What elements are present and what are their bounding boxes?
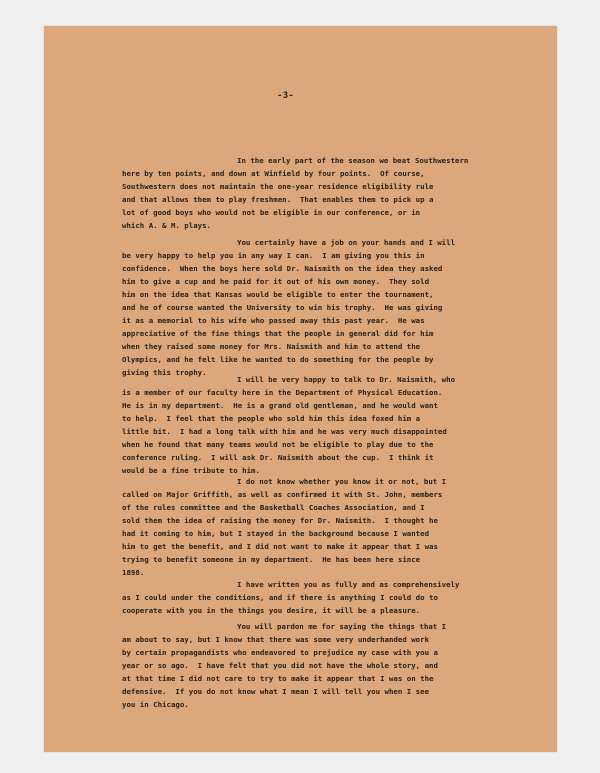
text-line: and that allows them to play freshmen. That enables them to pick up a bbox=[122, 195, 434, 204]
text-line: giving this trophy. bbox=[122, 368, 207, 377]
text-line: him to get the benefit, and I did not want to make it appear that I was bbox=[122, 542, 438, 551]
paragraph-2 bbox=[122, 236, 455, 379]
text-line: when he found that many teams would not be eligible to play due to the bbox=[122, 440, 434, 449]
text-line: year or so ago. I have felt that you did not have the whole story, and bbox=[122, 661, 438, 670]
text-line: conference ruling. I will ask Dr. Naismith about the cup. I think it bbox=[122, 453, 434, 462]
text-line: Olympics, and he felt like he wanted to do something for the people by bbox=[122, 355, 434, 364]
paragraph-1 bbox=[122, 154, 468, 232]
page-number: -3- bbox=[277, 91, 295, 101]
text-line: you in Chicago. bbox=[122, 700, 189, 709]
text-line: when they raised some money for Mrs. Naismith and him to attend the bbox=[122, 342, 421, 351]
text-line: You will pardon me for saying the things that I bbox=[237, 622, 447, 631]
text-line: confidence. When the boys here sold Dr. Naismith on the idea they asked bbox=[122, 264, 443, 273]
paragraph-3 bbox=[122, 373, 455, 477]
text-line: Southwestern does not maintain the one-year residence eligibility rule bbox=[122, 182, 434, 191]
text-line: appreciative of the fine things that the people in general did for him bbox=[122, 329, 434, 338]
text-line: him on the idea that Kansas would be eligible to enter the tournament, bbox=[122, 290, 434, 299]
text-line: had it coming to him, but I stayed in the background because I wanted bbox=[122, 529, 430, 538]
text-line: trying to benefit someone in my department. He has been here since bbox=[122, 555, 421, 564]
text-line: am about to say, but I know that there was some very underhanded work bbox=[122, 635, 430, 644]
text-line: be very happy to help you in any way I can. I am giving you this in bbox=[122, 251, 425, 260]
text-line: You certainly have a job on your hands and I will bbox=[237, 238, 456, 247]
text-line: called on Major Griffith, as well as confirmed it with St. John, members bbox=[122, 490, 443, 499]
paragraph-4 bbox=[122, 475, 446, 579]
text-line: 1898. bbox=[122, 568, 145, 577]
text-line: at that time I did not care to try to make it appear that I was on the bbox=[122, 674, 434, 683]
text-line: to help. I feel that the people who sold him this idea foxed him a bbox=[122, 414, 421, 423]
text-line: I will be very happy to talk to Dr. Naismith, who bbox=[237, 375, 456, 384]
text-line: him to give a cup and he paid for it out of his own money. They sold bbox=[122, 277, 430, 286]
text-line: would be a fine tribute to him. bbox=[122, 466, 260, 475]
text-line: little bit. I had a long talk with him and he was very much disappointed bbox=[122, 427, 447, 436]
text-line: sold them the idea of raising the money for Dr. Naismith. I thought he bbox=[122, 516, 438, 525]
text-line: I do not know whether you know it or not, but I bbox=[237, 477, 447, 486]
paragraph-6 bbox=[122, 620, 446, 711]
text-line: lot of good boys who would not be eligible in our conference, or in bbox=[122, 208, 421, 217]
paragraph-5 bbox=[122, 578, 459, 617]
text-line: is a member of our faculty here in the Department of Physical Education. bbox=[122, 388, 443, 397]
text-line: as I could under the conditions, and if there is anything I could do to bbox=[122, 593, 438, 602]
text-line: here by ten points, and down at Winfield by four points. Of course, bbox=[122, 169, 425, 178]
text-line: In the early part of the season we beat Southwestern bbox=[237, 156, 469, 165]
text-line: which A. & M. plays. bbox=[122, 221, 211, 230]
text-line: and he of course wanted the University to win his trophy. He was giving bbox=[122, 303, 443, 312]
text-line: defensive. If you do not know what I mean I will tell you when I see bbox=[122, 687, 430, 696]
text-line: by certain propagandists who endeavored to prejudice my case with you a bbox=[122, 648, 438, 657]
text-line: cooperate with you in the things you desire, it will be a pleasure. bbox=[122, 606, 421, 615]
text-line: it as a memorial to his wife who passed away this past year. He was bbox=[122, 316, 425, 325]
text-line: of the rules committee and the Basketball Coaches Association, and I bbox=[122, 503, 425, 512]
text-line: I have written you as fully and as comprehensively bbox=[237, 580, 460, 589]
text-line: He is in my department. He is a grand old gentleman, and he would want bbox=[122, 401, 438, 410]
